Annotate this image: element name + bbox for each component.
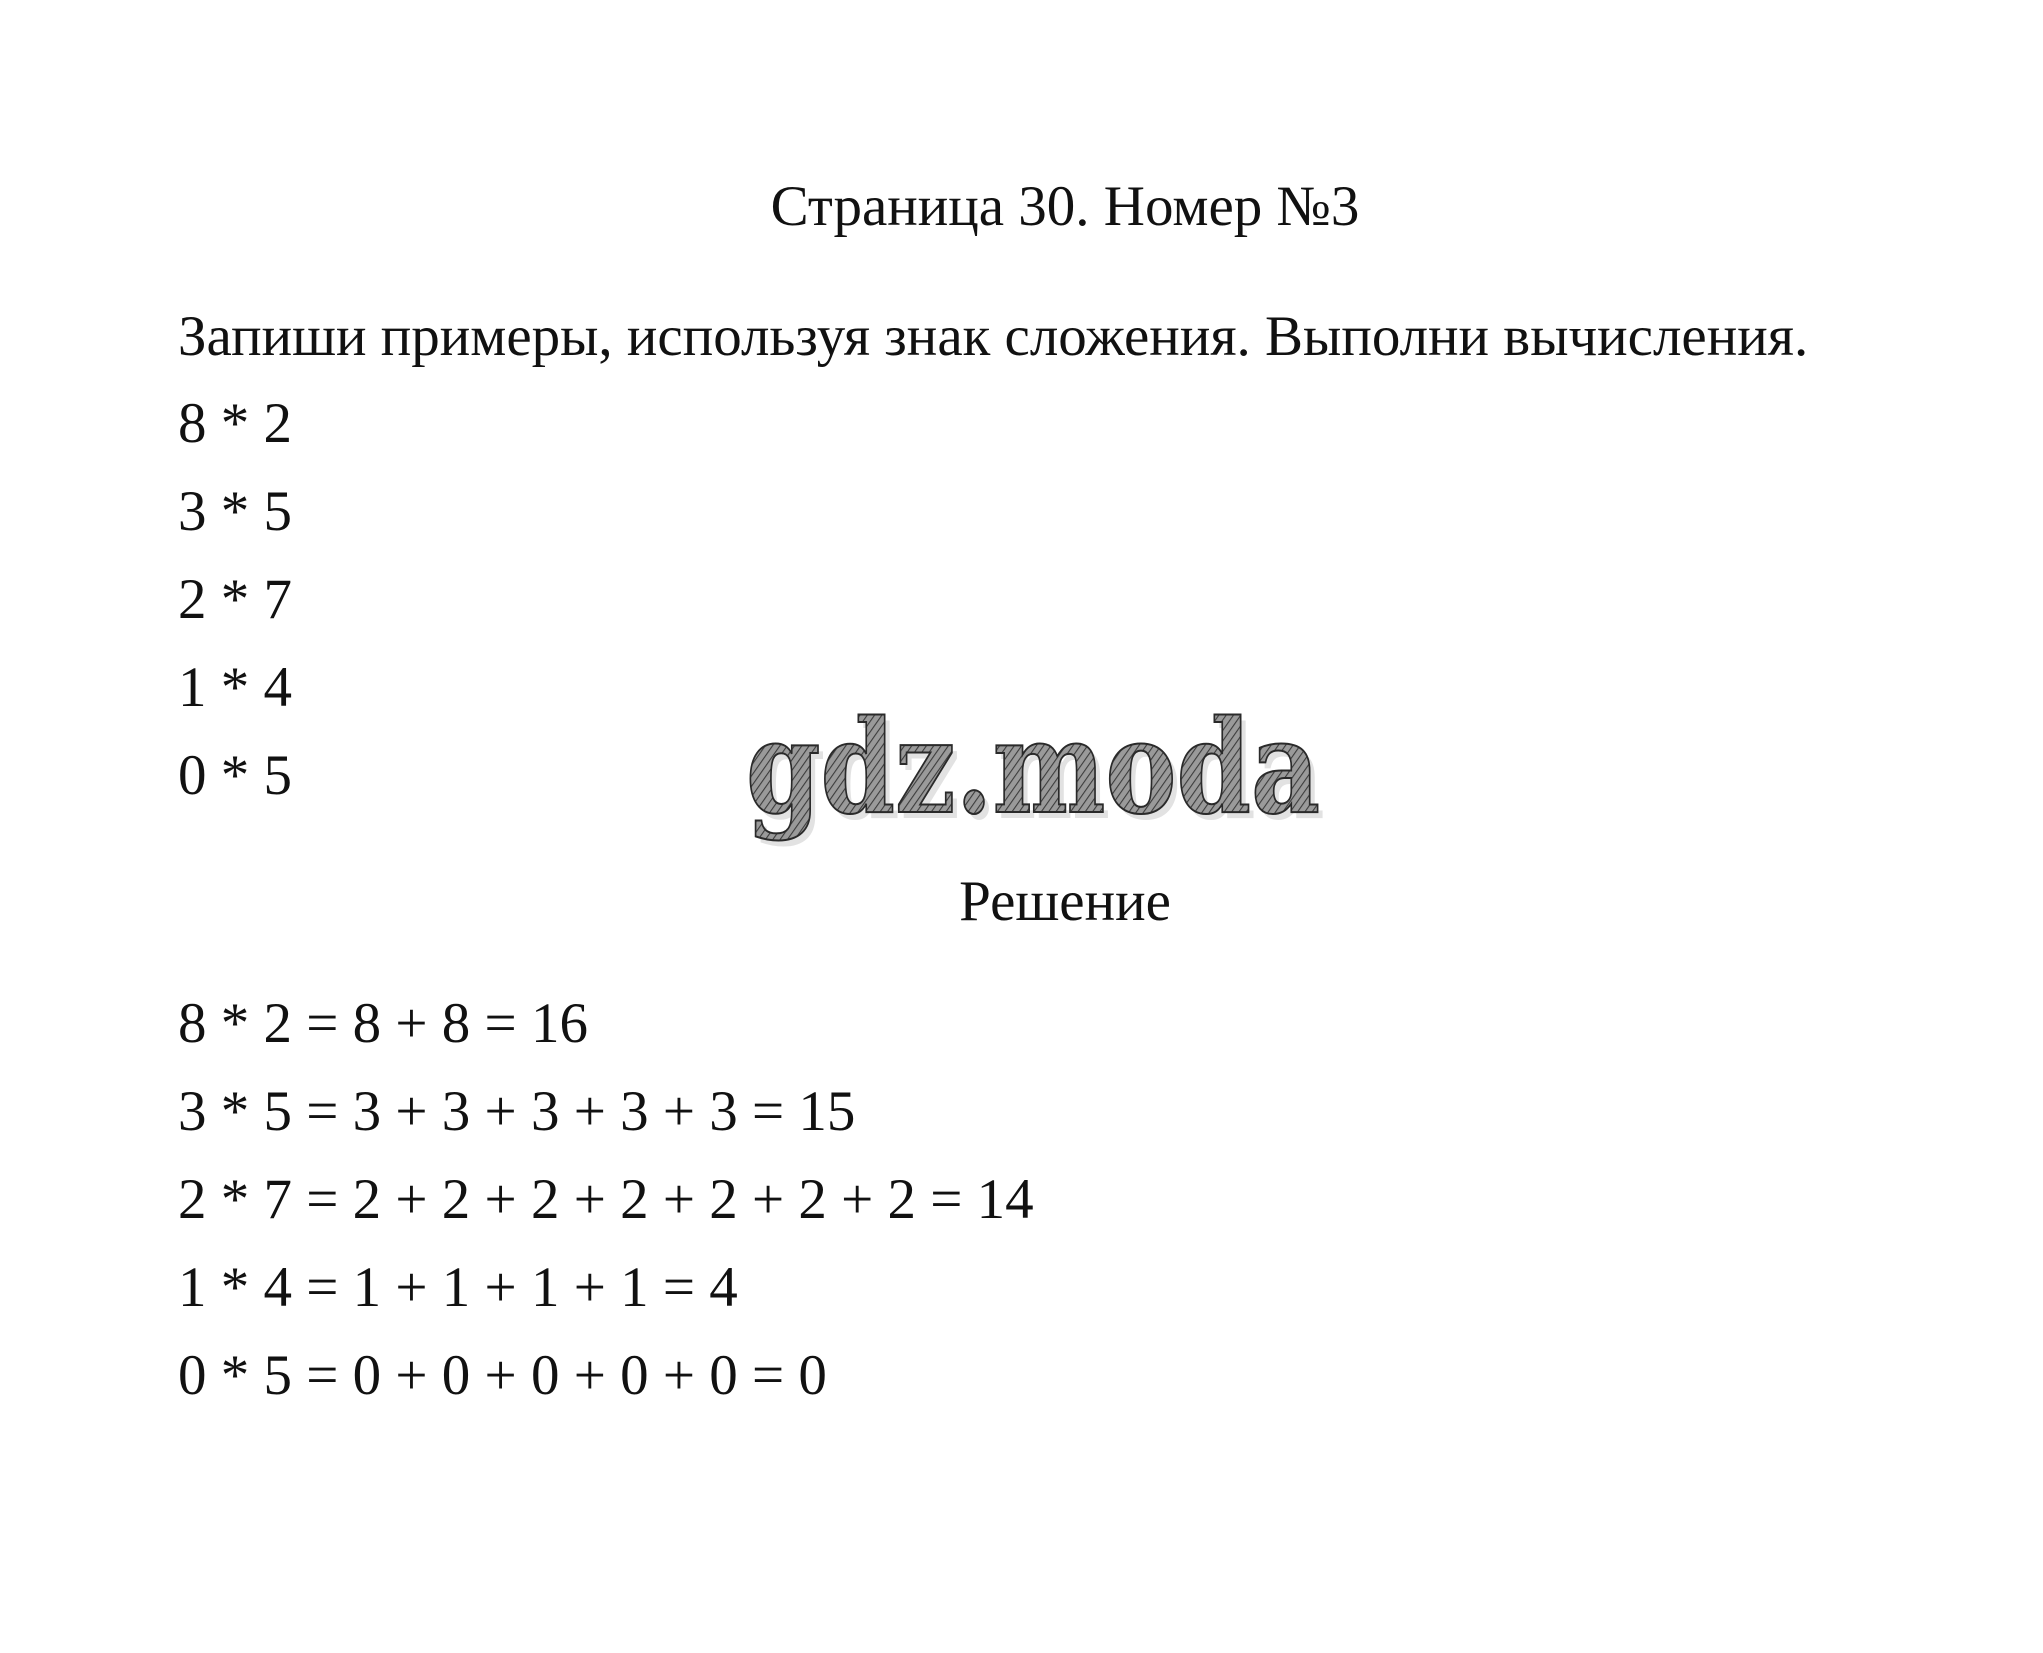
example-item: 0 * 5 bbox=[178, 744, 292, 807]
examples-list bbox=[178, 389, 292, 829]
watermark-text: gdz.moda bbox=[746, 700, 1320, 843]
solution-line: 8 * 2 = 8 + 8 = 16 bbox=[178, 992, 588, 1055]
task-instruction: Запиши примеры, используя знак сложения. Выполни вычисления. bbox=[178, 305, 1809, 368]
example-item: 2 * 7 bbox=[178, 568, 292, 631]
solution-line: 2 * 7 = 2 + 2 + 2 + 2 + 2 + 2 + 2 = 14 bbox=[178, 1168, 1034, 1231]
watermark-logo bbox=[738, 700, 1328, 860]
solution-heading: Решение bbox=[959, 870, 1171, 933]
solution-list bbox=[178, 989, 1034, 1429]
example-item: 1 * 4 bbox=[178, 656, 292, 719]
example-item: 8 * 2 bbox=[178, 392, 292, 455]
solution-line: 1 * 4 = 1 + 1 + 1 + 1 = 4 bbox=[178, 1256, 738, 1319]
example-item: 3 * 5 bbox=[178, 480, 292, 543]
watermark-shadow: gdz.moda bbox=[751, 700, 1325, 849]
solution-line: 0 * 5 = 0 + 0 + 0 + 0 + 0 = 0 bbox=[178, 1344, 827, 1407]
page-title: Страница 30. Номер №3 bbox=[770, 175, 1360, 238]
solution-line: 3 * 5 = 3 + 3 + 3 + 3 + 3 = 15 bbox=[178, 1080, 856, 1143]
